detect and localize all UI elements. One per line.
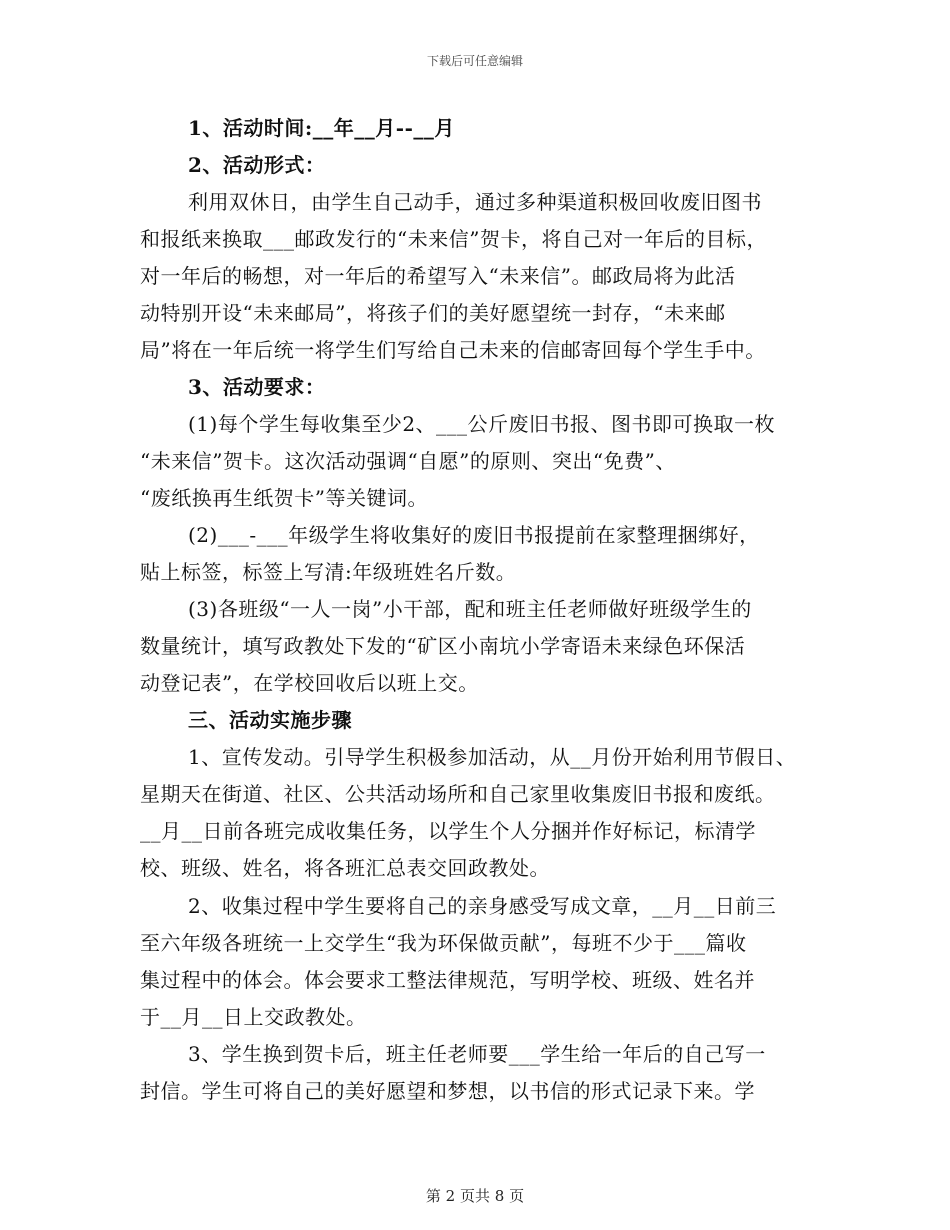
activity-form-heading: 2、活动形式：	[188, 153, 326, 177]
paragraph-line: (2)___-___年级学生将收集好的废旧书报提前在家整理捆绑好，	[188, 523, 760, 547]
paragraph-line: 数量统计，填写政教处下发的“矿区小南坑小学寄语未来绿色环保活	[140, 634, 746, 658]
paragraph-line: 贴上标签，标签上写清:年级班姓名斤数。	[140, 560, 517, 584]
paragraph-line: 于__月__日上交政教处。	[140, 1005, 367, 1029]
paragraph-line: (1)每个学生每收集至少2、___公斤废旧书报、图书即可换取一枚	[188, 412, 776, 436]
paragraph-line: 至六年级各班统一上交学生“我为环保做贡献”，每班不少于___篇收	[140, 931, 747, 955]
paragraph-line: 3、学生换到贺卡后，班主任老师要___学生给一年后的自己写一	[188, 1042, 766, 1066]
paragraph-line: (3)各班级“一人一岗”小干部，配和班主任老师做好班级学生的	[188, 597, 752, 621]
paragraph-line: 局”将在一年后统一将学生们写给自己未来的信邮寄回每个学生手中。	[140, 338, 766, 362]
paragraph-line: __月__日前各班完成收集任务，以学生个人分捆并作好标记，标清学	[140, 819, 756, 843]
page-footer: 第 2 页共 8 页	[425, 1187, 525, 1205]
implementation-steps-heading: 三、活动实施步骤	[188, 708, 352, 732]
page-header: 下载后可任意编辑	[426, 54, 523, 68]
paragraph-line: “未来信”贺卡。这次活动强调“自愿”的原则、突出“免费”、	[140, 449, 676, 473]
paragraph-line: 封信。学生可将自己的美好愿望和梦想，以书信的形式记录下来。学	[140, 1079, 755, 1103]
activity-requirements-heading: 3、活动要求：	[188, 375, 326, 399]
paragraph-line: 2、收集过程中学生要将自己的亲身感受写成文章，__月__日前三	[188, 894, 777, 918]
paragraph-line: 对一年后的畅想，对一年后的希望写入“未来信”。邮政局将为此活	[140, 264, 736, 288]
paragraph-line: 1、宣传发动。引导学生积极参加活动，从__月份开始利用节假日、	[188, 745, 797, 769]
paragraph-line: 利用双休日，由学生自己动手，通过多种渠道积极回收废旧图书	[188, 190, 762, 214]
paragraph-line: 动特别开设“未来邮局”，将孩子们的美好愿望统一封存，“未来邮	[140, 301, 726, 325]
paragraph-line: 动登记表”，在学校回收后以班上交。	[140, 671, 479, 695]
paragraph-line: 集过程中的体会。体会要求工整法律规范，写明学校、班级、姓名并	[140, 968, 755, 992]
paragraph-line: 和报纸来换取___邮政发行的“未来信”贺卡，将自己对一年后的目标，	[140, 227, 767, 251]
activity-time-line: 1、活动时间:__年__月--__月	[188, 116, 455, 140]
paragraph-line: “废纸换再生纸贺卡”等关键词。	[140, 486, 428, 510]
paragraph-line: 校、班级、姓名，将各班汇总表交回政教处。	[140, 856, 550, 880]
paragraph-line: 星期天在街道、社区、公共活动场所和自己家里收集废旧书报和废纸。	[140, 782, 776, 806]
